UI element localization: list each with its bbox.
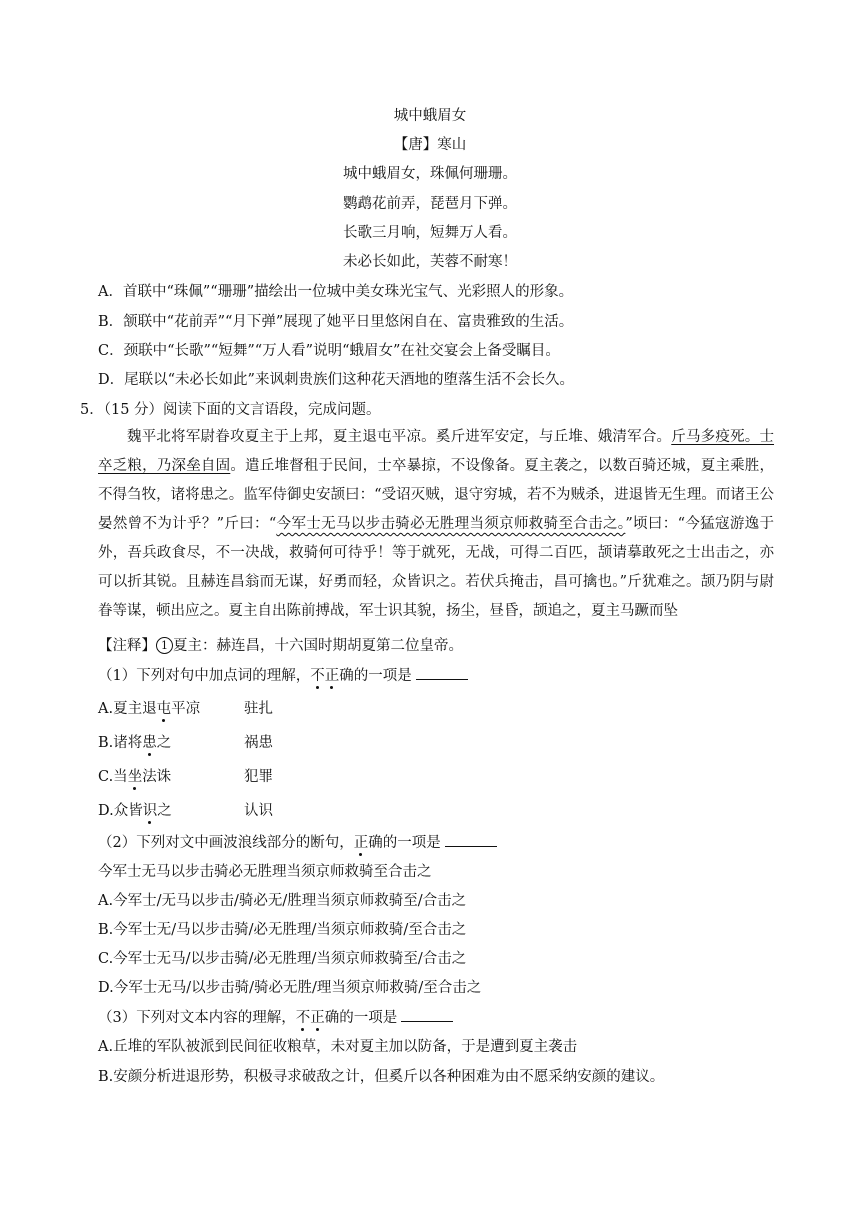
- question-5-header: 5．（15 分）阅读下面的文言语段，完成问题。: [80, 402, 381, 418]
- answer-blank: [401, 1009, 453, 1022]
- passage-text: 魏平北将军尉眷攻夏主于上邦，夏主退屯平凉。奚斤进军安定，与丘堆、娥清军合。: [127, 429, 672, 445]
- poem-option-b: B．颔联中“花前弄”“月下弹”展现了她平日里悠闲自在、富贵雅致的生活。: [98, 314, 574, 330]
- sub3-option-a: A.丘堆的军队被派到民间征收粮草，未对夏主加以防备，于是遭到夏主袭击: [98, 1039, 578, 1055]
- poem-author: 【唐】寒山: [393, 137, 467, 153]
- sub2-option-c: C.今军士无马/以步击骑/必无胜理/当须京师救骑至/合击之: [98, 951, 467, 967]
- sub1-option-a-meaning: 驻扎: [244, 701, 273, 717]
- subquestion-1: （1）下列对句中加点词的理解，不正确的一项是: [98, 664, 468, 685]
- poem-line: 城中蛾眉女，珠佩何珊珊。: [343, 166, 517, 182]
- passage-wavy-underlined: 今军士无马以步击骑必无胜理当须京师救骑至合击之。: [276, 516, 626, 532]
- annotation: [98, 634, 463, 655]
- poem-line: 未必长如此，芙蓉不耐寒！: [343, 254, 517, 270]
- passage-text: 。遣丘堆督租于民间，士卒暴掠，不设像备。夏主袭之，以数百骑还城，夏主乘胜，不得刍牧，诸将患之。监军侍御史安颉曰：“受诏灭贼，退守穷城，若不为贼杀，进退皆无生理。而诸王公晏然曾不为计乎？”斤曰：“: [98, 458, 775, 532]
- classical-passage: [98, 423, 774, 626]
- sub3-option-b: B.安颜分析进退形势，积极寻求破敌之计，但奚斤以各种困难为由不愿采纳安颜的建议。: [98, 1069, 665, 1085]
- emphasis-dot-char: 正: [324, 668, 340, 684]
- answer-blank: [416, 667, 468, 680]
- annotation-label: 【注释】: [98, 638, 156, 654]
- answer-blank: [445, 834, 497, 847]
- passage-underlined: 斤马多疫死。士卒乏粮，乃深垒自固: [98, 429, 775, 474]
- annotation-text: 夏主：赫连昌，十六国时期胡夏第二位皇帝。: [173, 638, 463, 654]
- sub1-option-d-meaning: 认识: [244, 803, 273, 819]
- poem-option-a: A．首联中“珠佩”“珊珊”描绘出一位城中美女珠光宝气、光彩照人的形象。: [98, 284, 574, 300]
- emphasis-dot-char: 不: [295, 1010, 311, 1026]
- sub2-sentence: 今军士无马以步击骑必无胜理当须京师救骑至合击之: [98, 864, 432, 880]
- sub2-option-d: D.今军士无马/以步击骑/骑必无胜/理当须京师救骑/至合击之: [98, 980, 482, 996]
- sub1-option-c-meaning: 犯罪: [244, 769, 273, 785]
- sub1-option-c-text: C.当坐法诛: [98, 769, 172, 785]
- emphasis-dot-char: 正: [353, 835, 369, 851]
- circled-number: 1: [156, 637, 173, 654]
- subquestion-2: （2）下列对文中画波浪线部分的断句，正确的一项是: [98, 831, 497, 852]
- sub2-option-a: A.今军士/无马以步击/骑必无/胜理当须京师救骑至/合击之: [98, 893, 467, 909]
- poem-line: 长歌三月响，短舞万人看。: [343, 225, 517, 241]
- sub1-option-a-text: A.夏主退屯平凉: [98, 701, 201, 717]
- subquestion-3: （3）下列对文本内容的理解，不正确的一项是: [98, 1006, 453, 1027]
- poem-line: 鹦鹉花前弄，琵琶月下弹。: [343, 196, 517, 212]
- sub1-option-d-text: D.众皆识之: [98, 803, 172, 819]
- emphasis-dot-char: 不: [310, 668, 325, 684]
- poem-option-d: D．尾联以“未必长如此”来讽刺贵族们这种花天酒地的堕落生活不会长久。: [98, 372, 574, 388]
- sub1-option-b-text: B.诸将患之: [98, 735, 172, 751]
- emphasis-dot-char: 正: [310, 1010, 325, 1026]
- poem-title: 城中蛾眉女: [393, 108, 467, 124]
- sub2-option-b: B.今军士无/马以步击骑/必无胜理/当须京师救骑/至合击之: [98, 922, 467, 938]
- poem-option-c: C．颈联中“长歌”“短舞”“万人看”说明“蛾眉女”在社交宴会上备受瞩目。: [98, 343, 560, 359]
- passage-text: ”顷曰：“今猛寇游逸于外，吾兵政食尽，不一决战，救骑何可待乎！等于就死，无战，可得二百匹，颉请摹敢死之士出击之，亦可以折其锐。且赫连昌翁而无谋，好勇而轻，众皆识之。若伏兵掩击，昌可擒也。”斤犹难之。颉乃阴与尉眷等谋，顿出应之。夏主自出陈前搏战，军士识其貌，扬尘，昼昏，颉追之，夏主马蹶而坠: [98, 516, 775, 619]
- sub1-option-b-meaning: 祸患: [244, 735, 273, 751]
